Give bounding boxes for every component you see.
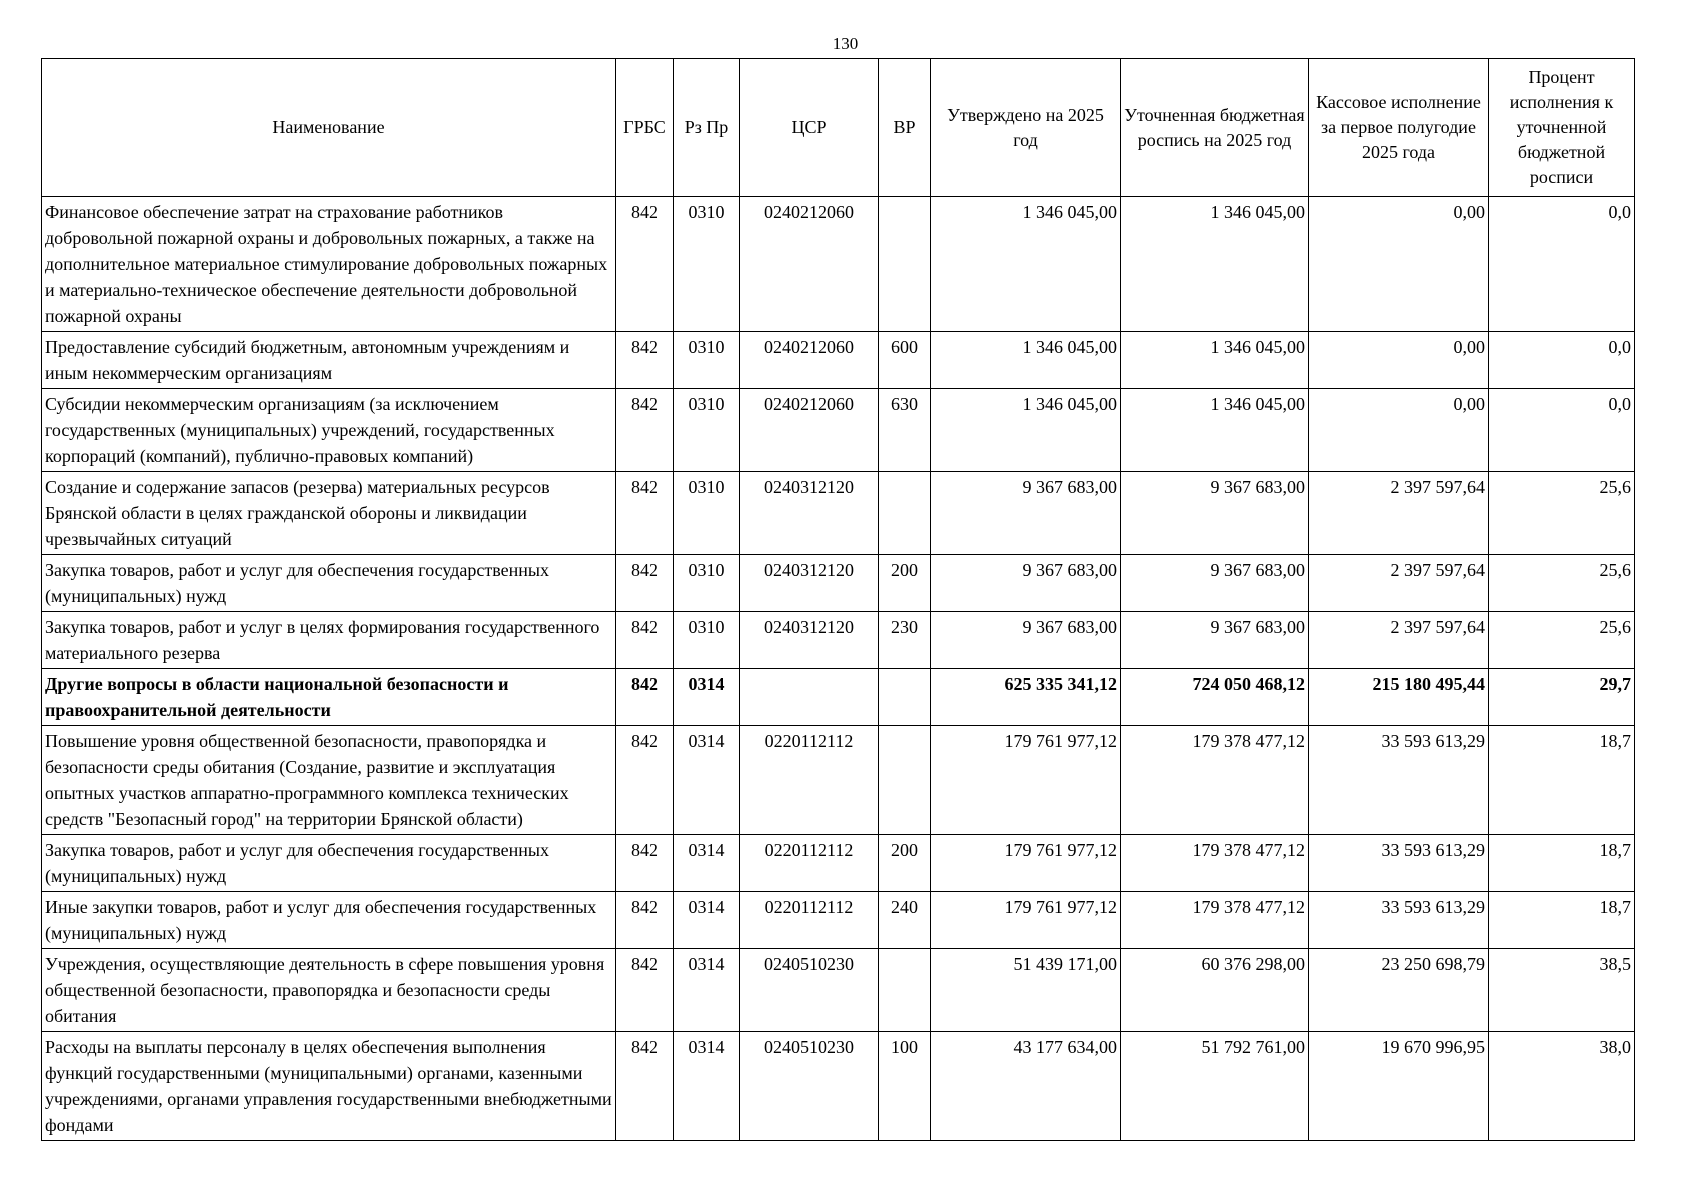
header-name: Наименование bbox=[42, 59, 616, 197]
cell-rzpr: 0310 bbox=[674, 472, 740, 555]
cell-csr: 0240212060 bbox=[740, 332, 879, 389]
cell-csr: 0220112112 bbox=[740, 835, 879, 892]
table-row bbox=[42, 197, 1635, 332]
header-percent: Процент исполнения к уточненной бюджетной росписи bbox=[1489, 59, 1635, 197]
table-row bbox=[42, 1032, 1635, 1141]
cell-cash: 33 593 613,29 bbox=[1309, 892, 1489, 949]
cell-percent: 0,0 bbox=[1489, 197, 1635, 332]
cell-rzpr: 0310 bbox=[674, 555, 740, 612]
header-cash: Кассовое исполнение за первое полугодие 2025 года bbox=[1309, 59, 1489, 197]
cell-name: Закупка товаров, работ и услуг для обеспечения государственных (муниципальных) нужд bbox=[42, 835, 616, 892]
cell-refined: 179 378 477,12 bbox=[1121, 835, 1309, 892]
cell-name: Иные закупки товаров, работ и услуг для обеспечения государственных (муниципальных) нужд bbox=[42, 892, 616, 949]
cell-csr: 0240510230 bbox=[740, 949, 879, 1032]
table-body bbox=[42, 197, 1635, 1141]
cell-cash: 2 397 597,64 bbox=[1309, 612, 1489, 669]
cell-cash: 215 180 495,44 bbox=[1309, 669, 1489, 726]
cell-grbs: 842 bbox=[616, 555, 674, 612]
cell-cash: 23 250 698,79 bbox=[1309, 949, 1489, 1032]
cell-cash: 33 593 613,29 bbox=[1309, 726, 1489, 835]
table-row bbox=[42, 892, 1635, 949]
cell-rzpr: 0310 bbox=[674, 332, 740, 389]
cell-approved: 179 761 977,12 bbox=[931, 726, 1121, 835]
cell-rzpr: 0314 bbox=[674, 835, 740, 892]
cell-vr bbox=[879, 669, 931, 726]
cell-csr: 0240312120 bbox=[740, 612, 879, 669]
cell-grbs: 842 bbox=[616, 332, 674, 389]
cell-csr: 0220112112 bbox=[740, 892, 879, 949]
cell-name: Повышение уровня общественной безопасности, правопорядка и безопасности среды обитания (Создание, развитие и эксплуатация опытных участков аппаратно-программного комплекса технических средств "Безопасный город" на территории Брянской области) bbox=[42, 726, 616, 835]
cell-approved: 1 346 045,00 bbox=[931, 197, 1121, 332]
cell-refined: 9 367 683,00 bbox=[1121, 612, 1309, 669]
cell-rzpr: 0314 bbox=[674, 892, 740, 949]
cell-refined: 179 378 477,12 bbox=[1121, 726, 1309, 835]
cell-csr: 0240312120 bbox=[740, 555, 879, 612]
cell-csr: 0220112112 bbox=[740, 726, 879, 835]
cell-csr: 0240212060 bbox=[740, 389, 879, 472]
cell-rzpr: 0310 bbox=[674, 612, 740, 669]
cell-approved: 625 335 341,12 bbox=[931, 669, 1121, 726]
cell-approved: 43 177 634,00 bbox=[931, 1032, 1121, 1141]
cell-grbs: 842 bbox=[616, 1032, 674, 1141]
cell-name: Предоставление субсидий бюджетным, автономным учреждениям и иным некоммерческим организациям bbox=[42, 332, 616, 389]
cell-approved: 1 346 045,00 bbox=[931, 332, 1121, 389]
cell-refined: 9 367 683,00 bbox=[1121, 472, 1309, 555]
cell-name: Другие вопросы в области национальной безопасности и правоохранительной деятельности bbox=[42, 669, 616, 726]
cell-percent: 25,6 bbox=[1489, 555, 1635, 612]
cell-vr bbox=[879, 949, 931, 1032]
cell-csr: 0240212060 bbox=[740, 197, 879, 332]
cell-percent: 25,6 bbox=[1489, 472, 1635, 555]
budget-table bbox=[41, 58, 1635, 1141]
page-number: 130 bbox=[832, 34, 859, 53]
cell-cash: 2 397 597,64 bbox=[1309, 472, 1489, 555]
table-row bbox=[42, 389, 1635, 472]
cell-percent: 0,0 bbox=[1489, 389, 1635, 472]
cell-name: Расходы на выплаты персоналу в целях обеспечения выполнения функций государственными (муниципальными) органами, казенными учреждениями, органами управления государственными внебюджетными фондами bbox=[42, 1032, 616, 1141]
cell-cash: 0,00 bbox=[1309, 332, 1489, 389]
cell-rzpr: 0310 bbox=[674, 197, 740, 332]
cell-grbs: 842 bbox=[616, 892, 674, 949]
cell-rzpr: 0314 bbox=[674, 949, 740, 1032]
cell-grbs: 842 bbox=[616, 389, 674, 472]
cell-name: Субсидии некоммерческим организациям (за исключением государственных (муниципальных) учреждений, государственных корпораций (компаний), публично-правовых компаний) bbox=[42, 389, 616, 472]
cell-vr: 240 bbox=[879, 892, 931, 949]
header-approved: Утверждено на 2025 год bbox=[931, 59, 1121, 197]
cell-approved: 9 367 683,00 bbox=[931, 612, 1121, 669]
cell-refined: 9 367 683,00 bbox=[1121, 555, 1309, 612]
cell-approved: 179 761 977,12 bbox=[931, 835, 1121, 892]
table-row bbox=[42, 949, 1635, 1032]
table-row bbox=[42, 472, 1635, 555]
cell-csr: 0240312120 bbox=[740, 472, 879, 555]
cell-percent: 18,7 bbox=[1489, 835, 1635, 892]
cell-percent: 38,5 bbox=[1489, 949, 1635, 1032]
header-rzpr: Рз Пр bbox=[674, 59, 740, 197]
cell-csr bbox=[740, 669, 879, 726]
header-csr: ЦСР bbox=[740, 59, 879, 197]
table-row bbox=[42, 612, 1635, 669]
cell-percent: 0,0 bbox=[1489, 332, 1635, 389]
cell-vr: 630 bbox=[879, 389, 931, 472]
header-row bbox=[42, 59, 1635, 197]
cell-cash: 19 670 996,95 bbox=[1309, 1032, 1489, 1141]
cell-name: Создание и содержание запасов (резерва) материальных ресурсов Брянской области в целях гражданской обороны и ликвидации чрезвычайных ситуаций bbox=[42, 472, 616, 555]
cell-cash: 0,00 bbox=[1309, 389, 1489, 472]
header-grbs: ГРБС bbox=[616, 59, 674, 197]
cell-approved: 9 367 683,00 bbox=[931, 472, 1121, 555]
table-row bbox=[42, 726, 1635, 835]
cell-cash: 2 397 597,64 bbox=[1309, 555, 1489, 612]
header-refined: Уточненная бюджетная роспись на 2025 год bbox=[1121, 59, 1309, 197]
cell-grbs: 842 bbox=[616, 835, 674, 892]
cell-percent: 25,6 bbox=[1489, 612, 1635, 669]
cell-approved: 1 346 045,00 bbox=[931, 389, 1121, 472]
table-row bbox=[42, 555, 1635, 612]
cell-cash: 0,00 bbox=[1309, 197, 1489, 332]
cell-vr: 230 bbox=[879, 612, 931, 669]
cell-vr bbox=[879, 472, 931, 555]
cell-rzpr: 0314 bbox=[674, 1032, 740, 1141]
cell-vr bbox=[879, 197, 931, 332]
cell-grbs: 842 bbox=[616, 472, 674, 555]
cell-approved: 9 367 683,00 bbox=[931, 555, 1121, 612]
cell-refined: 60 376 298,00 bbox=[1121, 949, 1309, 1032]
cell-refined: 179 378 477,12 bbox=[1121, 892, 1309, 949]
cell-grbs: 842 bbox=[616, 197, 674, 332]
header-vr: ВР bbox=[879, 59, 931, 197]
table-row bbox=[42, 835, 1635, 892]
cell-grbs: 842 bbox=[616, 669, 674, 726]
cell-approved: 179 761 977,12 bbox=[931, 892, 1121, 949]
cell-name: Закупка товаров, работ и услуг для обеспечения государственных (муниципальных) нужд bbox=[42, 555, 616, 612]
cell-percent: 18,7 bbox=[1489, 892, 1635, 949]
table-row bbox=[42, 332, 1635, 389]
cell-vr: 200 bbox=[879, 835, 931, 892]
cell-refined: 1 346 045,00 bbox=[1121, 389, 1309, 472]
cell-name: Учреждения, осуществляющие деятельность в сфере повышения уровня общественной безопасности, правопорядка и безопасности среды обитания bbox=[42, 949, 616, 1032]
cell-percent: 29,7 bbox=[1489, 669, 1635, 726]
cell-refined: 724 050 468,12 bbox=[1121, 669, 1309, 726]
cell-name: Финансовое обеспечение затрат на страхование работников добровольной пожарной охраны и добровольных пожарных, а также на дополнительное материальное стимулирование добровольных пожарных и материально-техническое обеспечение деятельности добровольной пожарной охраны bbox=[42, 197, 616, 332]
cell-vr: 100 bbox=[879, 1032, 931, 1141]
cell-rzpr: 0310 bbox=[674, 389, 740, 472]
cell-percent: 18,7 bbox=[1489, 726, 1635, 835]
cell-grbs: 842 bbox=[616, 612, 674, 669]
cell-grbs: 842 bbox=[616, 726, 674, 835]
cell-rzpr: 0314 bbox=[674, 726, 740, 835]
cell-vr: 600 bbox=[879, 332, 931, 389]
cell-cash: 33 593 613,29 bbox=[1309, 835, 1489, 892]
cell-name: Закупка товаров, работ и услуг в целях формирования государственного материального резерва bbox=[42, 612, 616, 669]
cell-csr: 0240510230 bbox=[740, 1032, 879, 1141]
cell-approved: 51 439 171,00 bbox=[931, 949, 1121, 1032]
cell-refined: 51 792 761,00 bbox=[1121, 1032, 1309, 1141]
cell-percent: 38,0 bbox=[1489, 1032, 1635, 1141]
cell-refined: 1 346 045,00 bbox=[1121, 332, 1309, 389]
cell-refined: 1 346 045,00 bbox=[1121, 197, 1309, 332]
cell-vr bbox=[879, 726, 931, 835]
cell-grbs: 842 bbox=[616, 949, 674, 1032]
table-row bbox=[42, 669, 1635, 726]
cell-rzpr: 0314 bbox=[674, 669, 740, 726]
cell-vr: 200 bbox=[879, 555, 931, 612]
